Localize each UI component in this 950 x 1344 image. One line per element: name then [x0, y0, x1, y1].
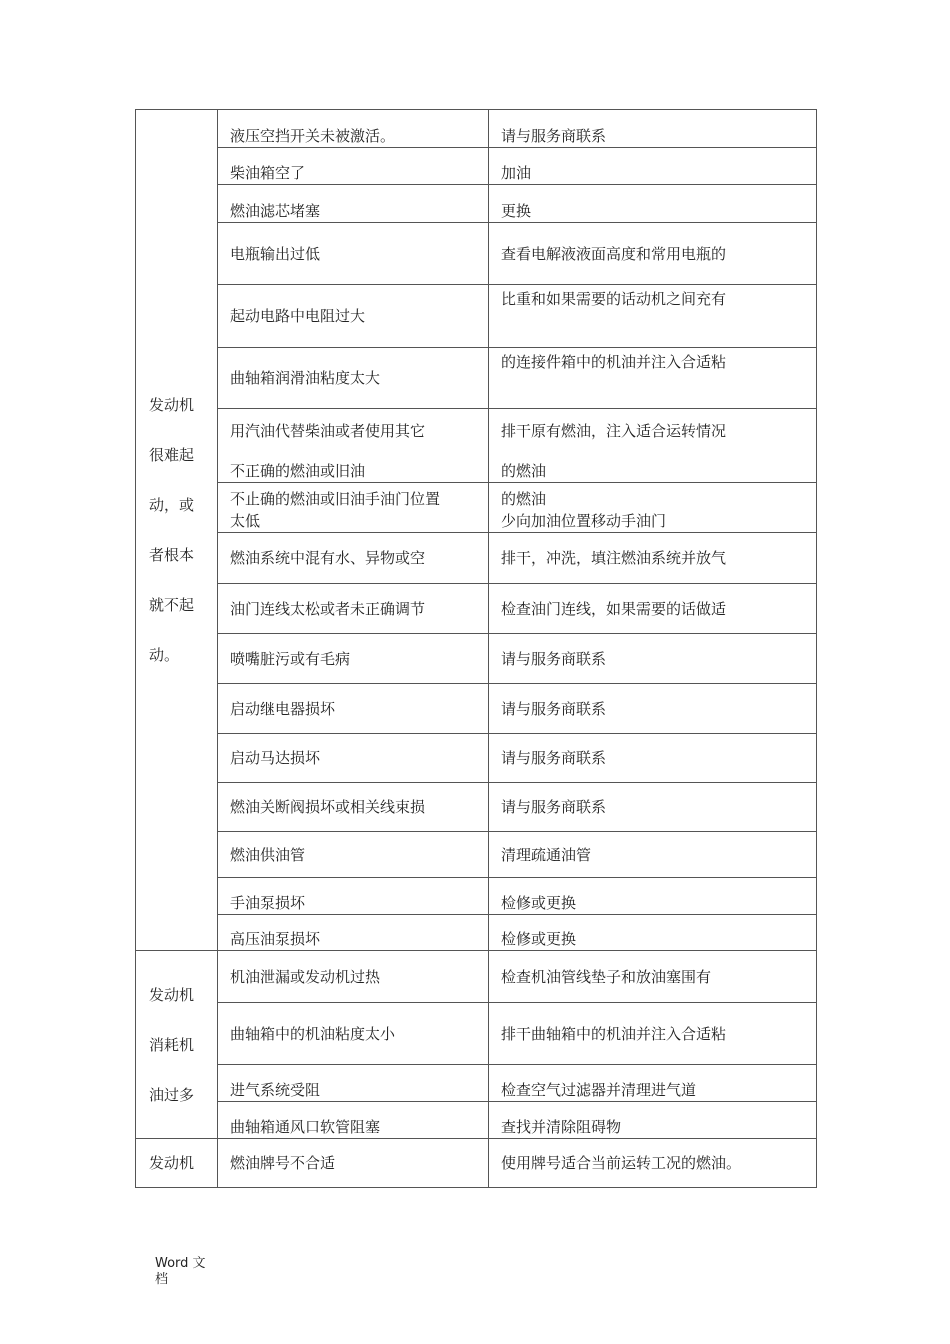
table-row: [136, 148, 817, 185]
cause-cell: 燃油供油管: [218, 832, 489, 878]
remedy-cell: 请与服务商联系: [489, 110, 817, 148]
remedy-cell: 检修或更换: [489, 915, 817, 951]
symptom-cell-hard-start: [136, 110, 218, 951]
remedy-line: 排干原有燃油，注入适合运转情况: [501, 422, 727, 440]
table-row: [136, 783, 817, 832]
remedy-cell: 加油: [489, 148, 817, 185]
remedy-line: 的燃油: [501, 462, 547, 480]
remedy-line: 少向加油位置移动手油门: [501, 512, 667, 530]
remedy-cell: 请与服务商联系: [489, 684, 817, 734]
cause-cell: 进气系统受阻: [218, 1065, 489, 1102]
symptom-line: 发动机: [149, 396, 195, 414]
remedy-cell: 检查油门连线，如果需要的话做适: [489, 584, 817, 634]
symptom-cell-engine: [136, 1139, 218, 1188]
remedy-cell: 查看电解液液面高度和常用电瓶的: [489, 223, 817, 285]
symptom-line: 油过多: [149, 1085, 195, 1104]
remedy-line: 的燃油: [501, 490, 547, 508]
table-row: [136, 584, 817, 634]
table-row: [136, 1139, 817, 1188]
table-row: [136, 348, 817, 409]
table-row: [136, 832, 817, 878]
remedy-cell: 排干，冲洗，填注燃油系统并放气: [489, 533, 817, 584]
cause-cell: 机油泄漏或发动机过热: [218, 951, 489, 1003]
troubleshooting-table: [135, 109, 817, 1188]
symptom-cell-oil-consumption: [136, 951, 218, 1139]
remedy-cell: 排干曲轴箱中的机油并注入合适粘: [489, 1003, 817, 1065]
cause-cell: 燃油关断阀损坏或相关线束损: [218, 783, 489, 832]
footer-label: [155, 1256, 206, 1288]
remedy-cell: 查找并清除阻碍物: [489, 1102, 817, 1139]
cause-line: 太低: [230, 512, 261, 530]
symptom-line: 就不起: [149, 596, 195, 614]
cause-cell: [218, 483, 489, 533]
table-row: [136, 684, 817, 734]
cause-cell: 柴油箱空了: [218, 148, 489, 185]
cause-cell: 电瓶输出过低: [218, 223, 489, 285]
cause-line: 用汽油代替柴油或者使用其它: [230, 422, 426, 440]
cause-cell: 燃油牌号不合适: [218, 1139, 489, 1188]
table-row: [136, 285, 817, 348]
remedy-cell: [489, 483, 817, 533]
symptom-line: 动。: [149, 646, 180, 664]
remedy-cell: 使用牌号适合当前运转工况的燃油。: [489, 1139, 817, 1188]
remedy-cell: 比重和如果需要的话动机之间充有: [489, 285, 817, 348]
remedy-cell: 检查机油管线垫子和放油塞围有: [489, 951, 817, 1003]
symptom-line: 消耗机: [149, 1035, 195, 1054]
cause-cell: 曲轴箱润滑油粘度太大: [218, 348, 489, 409]
table-row: [136, 1065, 817, 1102]
table-row: [136, 1102, 817, 1139]
cause-line: 不止确的燃油或旧油手油门位置: [230, 490, 441, 508]
remedy-cell: 的连接件箱中的机油并注入合适粘: [489, 348, 817, 409]
remedy-cell: 检修或更换: [489, 878, 817, 915]
table-row: [136, 110, 817, 148]
symptom-line: 者根本: [149, 546, 195, 564]
table-row: [136, 483, 817, 533]
cause-cell: 起动电路中电阻过大: [218, 285, 489, 348]
remedy-cell: 检查空气过滤器并清理进气道: [489, 1065, 817, 1102]
cause-cell: 曲轴箱通风口软管阻塞: [218, 1102, 489, 1139]
cause-cell: 高压油泵损坏: [218, 915, 489, 951]
footer-line: 档: [155, 1272, 169, 1287]
remedy-cell: 请与服务商联系: [489, 734, 817, 783]
table-row: [136, 734, 817, 783]
remedy-cell: 清理疏通油管: [489, 832, 817, 878]
cause-cell: 燃油系统中混有水、异物或空: [218, 533, 489, 584]
table-row: [136, 409, 817, 483]
symptom-line: 很难起: [149, 446, 195, 464]
remedy-cell: 请与服务商联系: [489, 634, 817, 684]
table-row: [136, 878, 817, 915]
cause-cell: 启动马达损坏: [218, 734, 489, 783]
cause-cell: 启动继电器损坏: [218, 684, 489, 734]
symptom-line: 发动机: [149, 1154, 195, 1172]
cause-cell: 喷嘴脏污或有毛病: [218, 634, 489, 684]
remedy-cell: 请与服务商联系: [489, 783, 817, 832]
cause-cell: 油门连线太松或者未正确调节: [218, 584, 489, 634]
footer-line: Word 文: [155, 1256, 206, 1271]
table-row: [136, 915, 817, 951]
remedy-cell: [489, 409, 817, 483]
symptom-line: 发动机: [149, 985, 195, 1004]
cause-cell: 手油泵损坏: [218, 878, 489, 915]
table-row: [136, 951, 817, 1003]
cause-cell: [218, 409, 489, 483]
cause-cell: 曲轴箱中的机油粘度太小: [218, 1003, 489, 1065]
cause-cell: 液压空挡开关未被激活。: [218, 110, 489, 148]
table-row: [136, 223, 817, 285]
table-row: [136, 634, 817, 684]
table-row: [136, 533, 817, 584]
table-row: [136, 185, 817, 223]
symptom-line: 动，或: [149, 496, 195, 514]
table-row: [136, 1003, 817, 1065]
cause-line: 不正确的燃油或旧油: [230, 462, 366, 480]
cause-cell: 燃油滤芯堵塞: [218, 185, 489, 223]
remedy-cell: 更换: [489, 185, 817, 223]
